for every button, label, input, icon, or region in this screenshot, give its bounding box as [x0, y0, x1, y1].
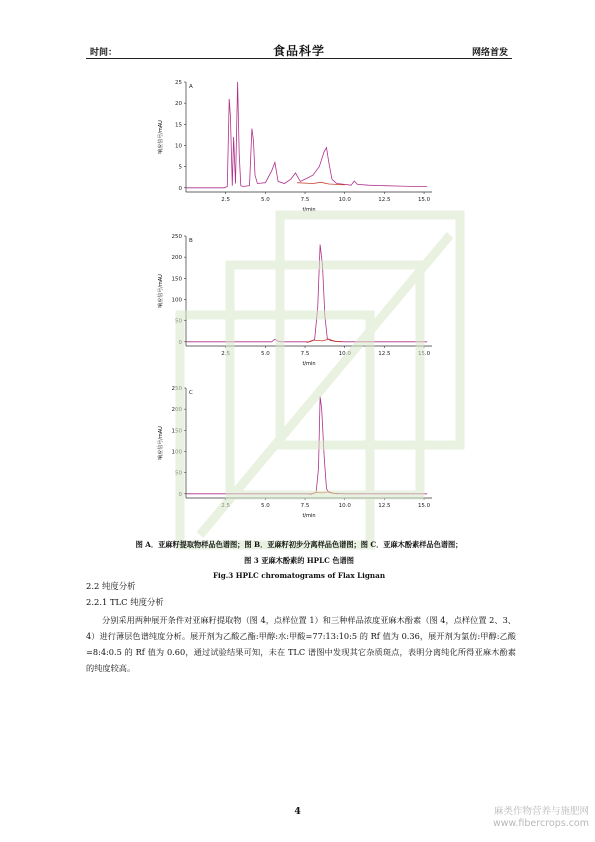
chromatogram-b	[150, 232, 440, 372]
chromatogram-a	[150, 78, 440, 218]
page-number: 4	[294, 806, 301, 817]
y-tick-label: 0	[178, 491, 182, 498]
panel-label: C	[189, 390, 193, 396]
panel-label: A	[189, 84, 193, 90]
x-tick-label: 10.0	[338, 351, 351, 357]
y-axis-title: 响应信号/mAU	[158, 274, 164, 308]
series-line-2	[310, 492, 339, 495]
y-tick-label: 250	[171, 234, 182, 240]
x-tick-label: 5.0	[260, 197, 270, 203]
header-online-first: 网络首发	[471, 48, 508, 58]
x-tick-label: 12.5	[378, 503, 391, 509]
x-tick-label: 10.0	[338, 197, 351, 203]
x-tick-label: 2.5	[221, 197, 231, 203]
x-tick-label: 5.0	[260, 351, 270, 357]
y-tick-label: 0	[178, 339, 182, 346]
y-tick-label: 100	[171, 297, 182, 304]
y-tick-label: 200	[171, 255, 182, 262]
x-tick-label: 12.5	[378, 351, 391, 357]
series-line-1	[186, 245, 427, 342]
x-tick-label: 15.0	[417, 351, 431, 357]
subsection-heading: 2.2.1 TLC 纯度分析	[86, 597, 164, 607]
x-tick-label: 12.5	[378, 197, 391, 203]
x-axis-title: t/min	[302, 361, 316, 367]
figure-subcaption: 图 A．亚麻籽提取物样品色谱图；图 B．亚麻籽初步分离样品色谱图；图 C．亚麻木酚素样品色谱图；	[135, 540, 463, 549]
y-tick-label: 5	[178, 164, 182, 171]
y-tick-label: 150	[171, 276, 182, 283]
y-tick-label: 100	[171, 449, 182, 456]
series-line-2	[307, 339, 342, 342]
figure-caption-zh: 图 3 亚麻木酚素的 HPLC 色谱图	[244, 556, 354, 565]
watermark-title: 麻类作物营养与施肥网	[493, 806, 589, 817]
x-tick-label: 2.5	[221, 351, 231, 357]
watermark-url: www.fibercrops.com	[492, 818, 589, 829]
x-tick-label: 10.0	[338, 503, 351, 509]
y-tick-label: 15	[175, 122, 182, 129]
x-tick-label: 2.5	[221, 503, 231, 509]
x-tick-label: 15.0	[417, 503, 431, 509]
panel-label: B	[189, 238, 193, 244]
y-tick-label: 10	[175, 143, 182, 150]
y-tick-label: 150	[171, 428, 182, 435]
y-tick-label: 250	[171, 386, 182, 392]
x-tick-label: 7.5	[300, 351, 310, 357]
y-tick-label: 50	[175, 318, 182, 325]
chromatogram-c	[150, 384, 440, 524]
x-tick-label: 15.0	[417, 197, 431, 203]
site-watermark	[493, 806, 589, 830]
y-axis-title: 响应信号/mAU	[158, 120, 164, 154]
x-axis-title: t/min	[302, 207, 316, 213]
y-tick-label: 25	[175, 80, 182, 86]
y-tick-label: 200	[171, 407, 182, 414]
y-tick-label: 50	[175, 470, 182, 477]
figure-caption-en: Fig.3 HPLC chromatograms of Flax Lignan	[212, 571, 386, 580]
page-header	[86, 42, 512, 59]
x-tick-label: 7.5	[300, 197, 310, 203]
x-tick-label: 7.5	[300, 503, 310, 509]
section-heading: 2.2 纯度分析	[86, 581, 136, 591]
header-date-label: 时间：	[90, 48, 118, 58]
journal-logo: 食品科学	[272, 44, 325, 58]
body-paragraph: 分别采用两种展开条件对亚麻籽提取物（图 4，点样位置 1）和三种样品浓度亚麻木酚素（图 4，点样位置 2、3、4）进行薄层色谱纯度分析。展开剂为乙酸乙酯:甲醇:水:甲酸=77:13:10:5 的 Rf 值为 0.36，展开剂为氯仿:甲醇:乙酸=8:4:0.5 的 Rf 值为 0.60，通过试验结果可知，未在 TLC 谱图中发现其它杂质斑点，表明分离纯化所得亚麻木酚素的纯度较高。	[86, 615, 516, 673]
x-axis-title: t/min	[302, 513, 316, 519]
series-line-1	[186, 82, 427, 188]
y-axis-title: 响应信号/mAU	[158, 426, 164, 460]
x-tick-label: 5.0	[260, 503, 270, 509]
series-line-1	[186, 397, 427, 494]
y-tick-label: 20	[175, 101, 182, 108]
y-tick-label: 0	[178, 185, 182, 192]
